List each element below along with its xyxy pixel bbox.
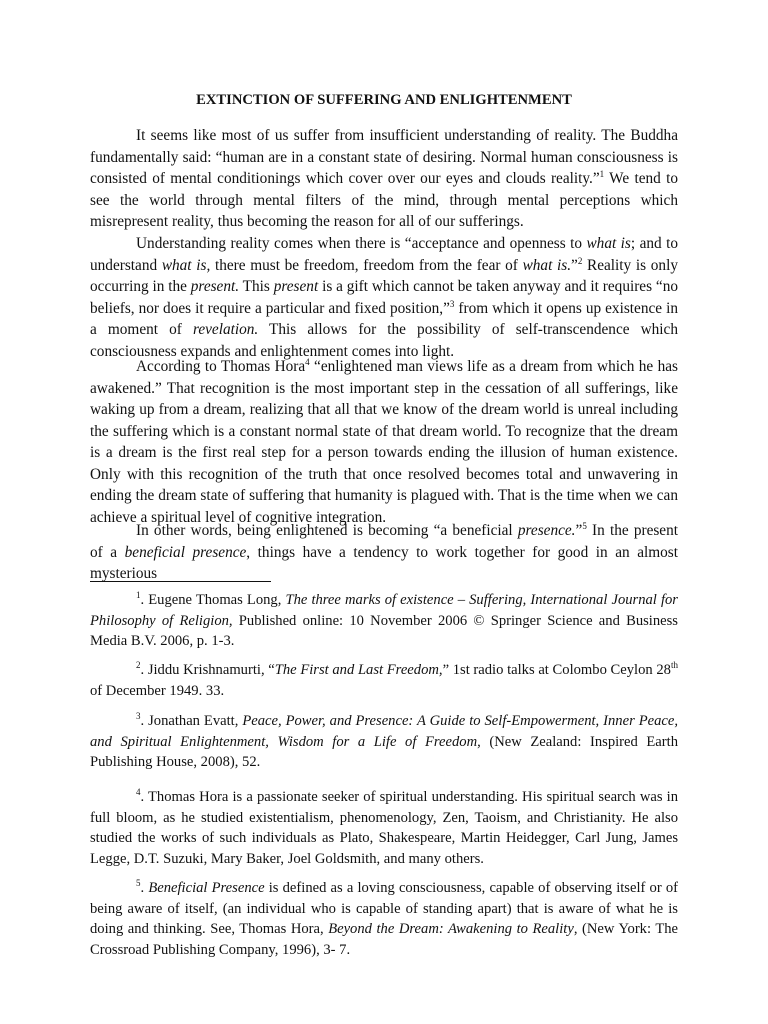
footnote-number: 1 [136, 590, 141, 601]
emphasis-text: revelation. [192, 321, 259, 338]
footnote-text: , (New Zealand: Inspired Earth Publishing House, 2008), 52. [90, 733, 678, 771]
footnote-title: Beyond the Dream: Awakening to Reality [328, 921, 574, 938]
footnote-number: 4 [136, 787, 141, 798]
paragraph-text: In other words, being enlightened is becoming “a beneficial [136, 522, 518, 539]
footnote-number: 3 [136, 711, 141, 722]
footnote-text: ” 1st radio talks at Colombo Ceylon 28 [442, 662, 671, 678]
paragraph-text: ” [575, 522, 583, 539]
footnote-1 [90, 590, 678, 652]
paragraph-text: We tend to see the world through mental filters of the mind, through mental perceptions which misrepresent reality, thus becoming the reason for all of our sufferings. [90, 170, 679, 230]
paragraph-text: It seems like most of us suffer from insufficient understanding of reality. The Buddha fundamentally said: “human are in a constant state of desiring. Normal human consciousness is consisted of mental conditionings which cover over our eyes and clouds reality.” [90, 127, 678, 187]
footnote-title: Beneficial Presence [148, 880, 265, 896]
paragraph-text: from which it opens up existence in a moment of [90, 299, 678, 338]
footnote-text: . Thomas Hora is a passionate seeker of spiritual understanding. His spiritual search was in full bloom, as he studied existentialism, phenomenology, Zen, Taoism, and Christianity. He also studied the works of such individuals as Plato, Shakespeare, Martin Heidegger, Carl Jung, James Legge, D.T. Suzuki, Mary Baker, Joel Goldsmith, and many others. [90, 789, 678, 867]
paragraph-text: According to Thomas Hora [136, 358, 306, 375]
footnote-text: . Jonathan Evatt, [140, 713, 243, 729]
footnote-ref-2[interactable]: 2 [577, 255, 583, 266]
emphasis-text: what is. [522, 256, 572, 274]
footnote-2 [90, 660, 678, 701]
paragraph-text: Reality is only occurring in the [90, 256, 678, 295]
paragraph-2 [90, 233, 678, 362]
footnote-text: is defined as a loving consciousness, capable of observing itself or of being aware of itself, (an individual who is capable of standing apart) that is aware of what he is doing and thinking. See, Thomas Hora, [90, 880, 679, 938]
paragraph-text: This allows for the possibility of self-transcendence which consciousness expands and enlightenment comes into light. [90, 321, 678, 360]
footnote-text: of December 1949. 33. [90, 682, 225, 699]
footnote-ref-3[interactable]: 3 [449, 298, 455, 309]
emphasis-text: present. [190, 278, 240, 295]
paragraph-text: Understanding reality comes when there is “acceptance and openness to [136, 235, 587, 252]
footnote-text: , (New York: The Crossroad Publishing Company, 1996), 3- 7. [90, 921, 679, 958]
paragraph-text: is a gift which cannot be taken anyway and it requires “no beliefs, nor does it require a particular and fixed position,” [90, 278, 679, 317]
footnote-divider [90, 581, 271, 582]
footnote-ref-4[interactable]: 4 [305, 356, 310, 367]
footnote-number: 2 [136, 660, 141, 671]
footnote-ref-1[interactable]: 1 [599, 168, 605, 179]
footnote-3 [90, 711, 678, 773]
footnote-title: Peace, Power, and Presence: A Guide to Self-Empowerment, Inner Peace, and Spiritual Enlightenment, Wisdom for a Life of Freedom [90, 713, 678, 750]
footnote-ref-5[interactable]: 5 [582, 520, 587, 531]
footnote-5 [90, 878, 678, 960]
paragraph-text: This [239, 278, 274, 295]
footnote-text: . Jiddu Krishnamurti, “ [140, 662, 275, 678]
emphasis-text: beneficial presence [124, 543, 247, 561]
emphasis-text: what is, [161, 256, 211, 274]
footnote-number: 5 [136, 878, 141, 889]
footnote-4 [90, 787, 678, 869]
paragraph-1 [90, 125, 678, 233]
emphasis-text: present [273, 278, 319, 295]
paragraph-text: “enlightened man views life as a dream from which he has awakened.” That recognition is the most important step in the cessation of all sufferings, like waking up from a dream, realizing that all that we know of the dream world is unreal including the suffering which is a constant normal state of that dream world. To recognize that the dream is a dream is the first real step for a person towards ending the illusion of human existence. Only with this recognition of the truth that once resolved becomes total and unwavering in ending the dream state of suffering that humanity is plagued with. That is the time when we can achieve a spiritual level of cognitive integration. [90, 358, 678, 526]
footnote-text: . [140, 880, 149, 896]
paragraph-text: In the present of a [90, 522, 678, 561]
paragraph-text: , things have a tendency to work together for good in an almost mysterious [90, 543, 678, 582]
page-title: EXTINCTION OF SUFFERING AND ENLIGHTENMENT [196, 92, 572, 108]
paragraph-4 [90, 520, 678, 585]
footnote-title: The First and Last Freedom, [274, 662, 443, 678]
paragraph-3 [90, 356, 678, 528]
footnote-title: The three marks of existence – Suffering, International Journal for Philosophy of Religion, [90, 592, 678, 629]
footnote-text: . Eugene Thomas Long, [140, 592, 286, 608]
emphasis-text: presence. [517, 522, 576, 539]
paragraph-text: ; and to understand [90, 235, 678, 274]
emphasis-text: what is [586, 235, 631, 252]
paragraph-text: ” [571, 256, 578, 274]
footnote-text: Published online: 10 November 2006 © Springer Science and Business Media B.V. 2006, p. 1-3. [90, 612, 678, 650]
ordinal-suffix: th [670, 660, 678, 671]
paragraph-text: there must be freedom, freedom from the fear of [210, 256, 523, 274]
